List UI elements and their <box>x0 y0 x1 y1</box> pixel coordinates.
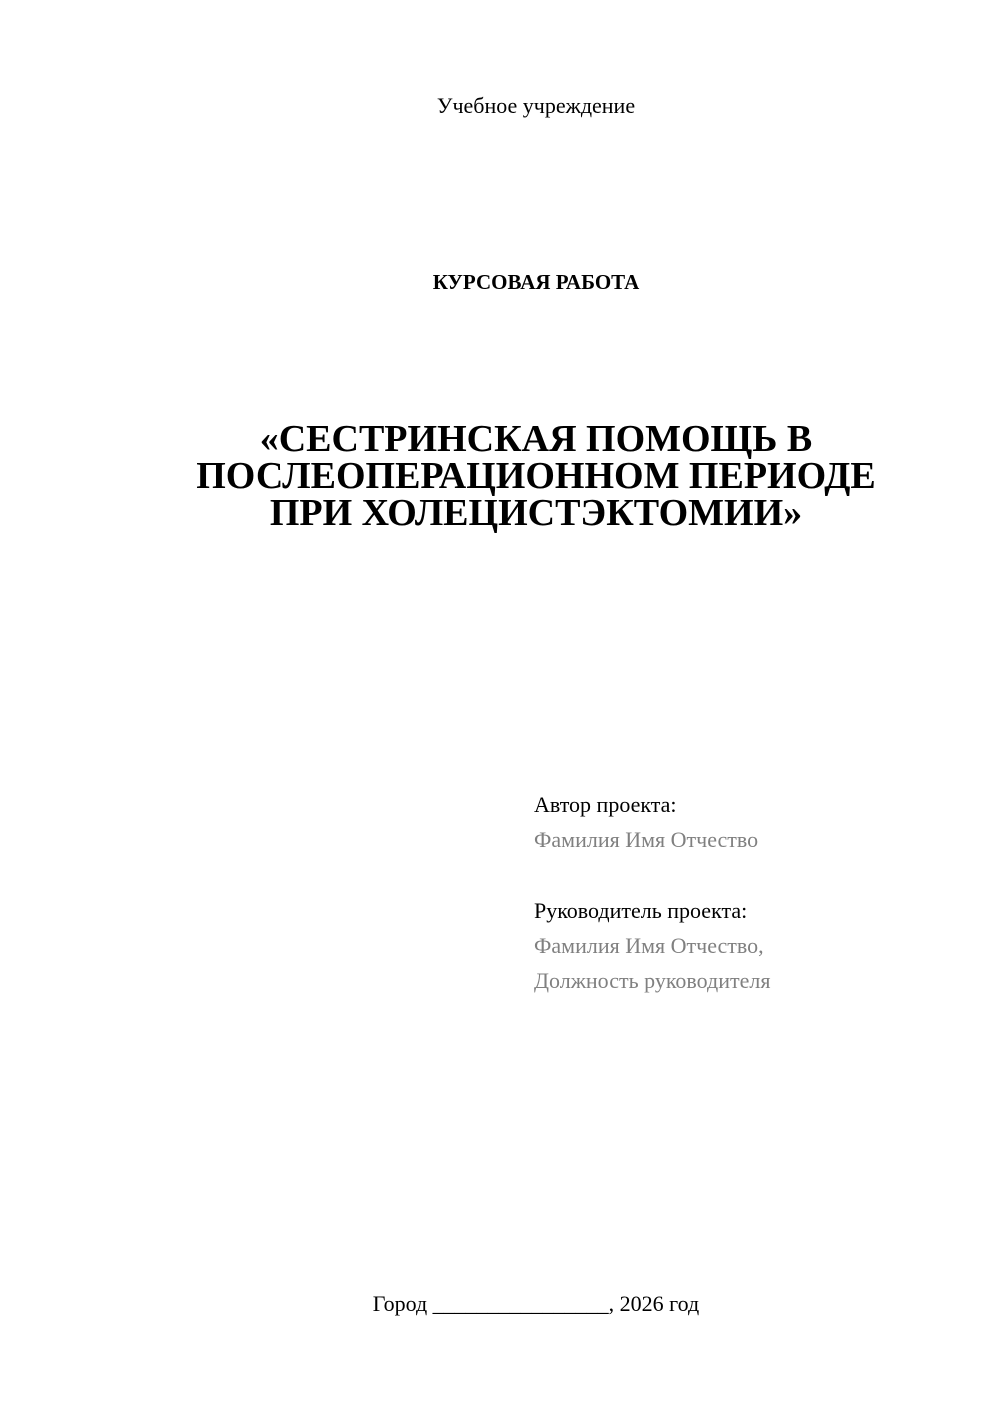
title-line-1: «СЕСТРИНСКАЯ ПОМОЩЬ В <box>259 418 813 460</box>
document-title <box>160 418 912 534</box>
supervisor-position: Должность руководителя <box>534 968 771 993</box>
title-line-3: ПРИ ХОЛЕЦИСТЭКТОМИИ» <box>269 492 803 534</box>
city-year-line: Город ________________, 2026 год <box>372 1291 700 1316</box>
institution-name: Учебное учреждение <box>436 93 636 118</box>
author-label: Автор проекта: <box>534 792 677 817</box>
author-name: Фамилия Имя Отчество <box>534 827 759 852</box>
title-line-2: ПОСЛЕОПЕРАЦИОННОМ ПЕРИОДЕ <box>196 455 876 497</box>
supervisor-name: Фамилия Имя Отчество, <box>534 933 764 958</box>
author-block <box>534 787 974 857</box>
supervisor-label: Руководитель проекта: <box>534 898 748 923</box>
document-type: КУРСОВАЯ РАБОТА <box>432 270 640 294</box>
supervisor-block <box>534 893 974 998</box>
